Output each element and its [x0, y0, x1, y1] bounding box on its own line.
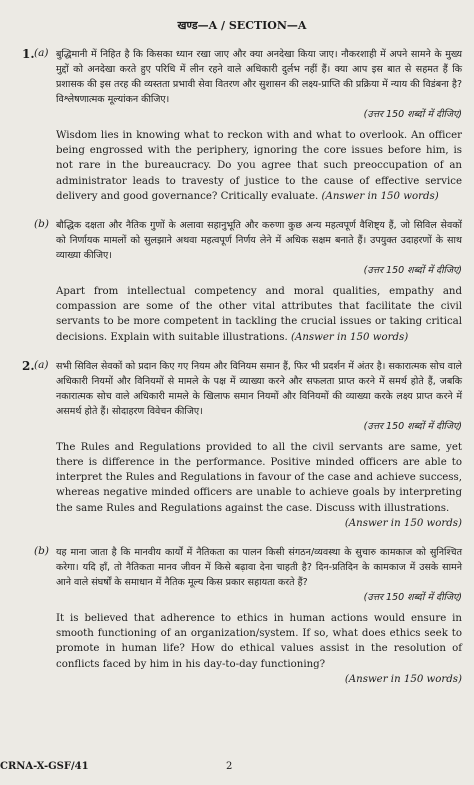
hindi-marks: (उत्तर 150 शब्दों में दीजिए) — [363, 420, 462, 432]
word-limit: (Answer in 150 words) — [344, 673, 462, 685]
hindi-marks: (उत्तर 150 शब्दों में दीजिए) — [363, 265, 462, 277]
english-text: It is believed that adherence to ethics in human actions would ensure in smooth functioning of an organization/system. If so, what does ethics seek to promote in human life? How do ethical values assist in the resolution of conflicts faced by him in his day-to-day functioning? (Answer in 150 words) — [56, 611, 462, 687]
hindi-marks: (उत्तर 150 शब्दों में दीजिए) — [363, 109, 462, 120]
hindi-text: बुद्धिमानी में निहित है कि किसका ध्यान रखा जाए और क्या अनदेखा किया जाए। नौकरशाही में अपने सामने के मुख्य मुद्दों को अनदेखा करते हुए परिधि में लीन रहने वाले अधिकारी दुर्लभ नहीं हैं। क्या आप इस बात से सहमत हैं कि प्रशासक की इस तरह की व्यस्तता प्रभावी सेवा वितरण और सुशासन की लक्ष्य-प्राप्ति की प्रक्रिया में न्याय की विडंबना है? विश्लेषणात्मक मूल्यांकन कीजिए। (उत्तर 150 शब्दों में दीजिए) — [56, 49, 462, 120]
hindi-text: यह माना जाता है कि मानवीय कार्यों में नैतिकता का पालन किसी संगठन/व्यवस्था के सुचारु कामकाज को सुनिश्चित करेगा। यदि हाँ, तो नैतिकता मानव जीवन में किसे बढ़ावा देना चाहती है? दिन-प्रतिदिन के कामकाज में उसके सामने आने वाले संघर्षों के समाधान में नैतिक मूल्य किस प्रकार सहायता करते हैं? (उत्तर 150 शब्दों में दीजिए) — [56, 547, 462, 604]
paper-code: CRNA-X-GSF/41 — [0, 761, 89, 772]
hindi-text: सभी सिविल सेवकों को प्रदान किए गए नियम और विनियम समान हैं, फिर भी प्रदर्शन में अंतर है। सकारात्मक सोच वाले अधिकारी नियमों और विनियमों से मामले के पक्ष में व्याख्या करने और सफलता प्राप्त करने में समर्थ होते हैं, जबकि नकारात्मक सोच वाले अधिकारी मामले के खिलाफ समान नियमों और विनियमों की व्याख्या करके लक्ष्य प्राप्त करने में असमर्थ होते हैं। सोदाहरण विवेचन कीजिए। (उत्तर 150 शब्दों में दीजिए) — [56, 360, 462, 432]
question-number: 2. — [22, 358, 35, 373]
section-title: खण्ड—A / SECTION—A — [177, 19, 307, 32]
question-2b — [22, 545, 462, 687]
hindi-text: बौद्धिक दक्षता और नैतिक गुणों के अलावा सहानुभूति और करुणा कुछ अन्य महत्वपूर्ण वैशिष्ट्य हैं, जो सिविल सेवकों को निर्णायक मामलों को सुलझाने अथवा महत्वपूर्ण निर्णय लेने में अधिक सक्षम बनाते हैं। उपयुक्त उदाहरणों के साथ व्याख्या कीजिए। (उत्तर 150 शब्दों में दीजिए) — [56, 220, 462, 277]
hindi-marks: (उत्तर 150 शब्दों में दीजिए) — [363, 592, 462, 604]
question-1a — [22, 47, 462, 204]
english-text: Apart from intellectual competency and moral qualities, empathy and compassion are some of the other vital attributes that facilitate the civil servants to be more competent in tackling the crucial issues or taking critical decisions. Explain with suitable illustrations. (Answer in 150 words) — [56, 286, 462, 343]
page-number: 2 — [226, 761, 233, 772]
question-number: 1. — [22, 47, 35, 61]
question-2 — [22, 359, 462, 687]
part-label: (b) — [34, 545, 49, 558]
english-text: Wisdom lies in knowing what to reckon with and what to overlook. An officer being engrossed with the periphery, ignoring the core issues before him, is not rare in the bureaucracy. Do you agree that such preoccupation of an administrator leads to travesty of justice to the cause of effective service delivery and good governance? Critically evaluate. (Answer in 150 words) — [56, 130, 462, 202]
question-1 — [22, 47, 462, 345]
part-label: (b) — [34, 218, 49, 231]
part-label: (a) — [34, 358, 49, 371]
question-1b — [22, 218, 462, 345]
word-limit: (Answer in 150 words) — [344, 517, 462, 529]
word-limit: (Answer in 150 words) — [321, 190, 439, 202]
word-limit: (Answer in 150 words) — [291, 331, 409, 343]
english-text: The Rules and Regulations provided to all the civil servants are same, yet there is difference in the performance. Positive minded officers are able to interpret the Rules and Regulations in favour of the case and achieve success, whereas negative minded officers are unable to achieve goals by interpreting the same Rules and Regulations against the case. Discuss with illustrations. (Answer in 150 words) — [56, 440, 462, 531]
question-2a — [22, 359, 462, 531]
part-label: (a) — [34, 47, 49, 59]
